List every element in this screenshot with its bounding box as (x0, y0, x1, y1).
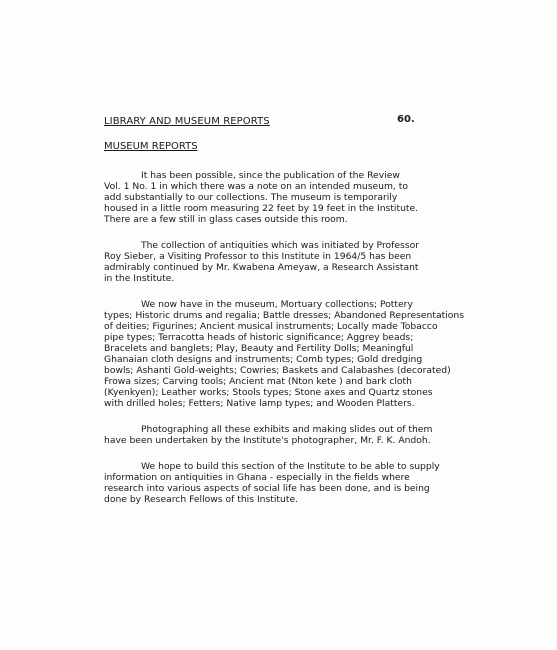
page-number: 60. (397, 114, 415, 125)
report-header-title: LIBRARY AND MUSEUM REPORTS (104, 116, 270, 127)
paragraph-photographs (104, 424, 544, 446)
paragraph-line: information on antiquities in Ghana - especially in the fields where (104, 472, 410, 483)
paragraph-line: Frowa sizes; Carving tools; Ancient mat (Nton kete ) and bark cloth (104, 376, 412, 387)
paragraph-line: We now have in the museum, Mortuary collections; Pottery (141, 299, 413, 310)
paragraph-line: Photographing all these exhibits and making slides out of them (141, 424, 433, 435)
paragraph-line: add substantially to our collections. The museum is temporarily (104, 192, 398, 203)
section-title: MUSEUM REPORTS (104, 141, 198, 152)
paragraph-line: research into various aspects of social life has been done, and is being (104, 483, 430, 494)
paragraph-line: There are a few still in glass cases outside this room. (104, 214, 348, 225)
paragraph-line: Bracelets and banglets; Play, Beauty and Fertility Dolls; Meaningful (104, 343, 414, 354)
paragraph-line: with drilled holes; Fetters; Native lamp types; and Wooden Platters. (104, 398, 415, 409)
paragraph-line: Ghanaian cloth designs and instruments; Comb types; Gold dredging (104, 354, 423, 365)
paragraph-line: done by Research Fellows of this Institute. (104, 494, 299, 505)
paragraph-line: in the Institute. (104, 273, 175, 284)
paragraph-line: types; Historic drums and regalia; Battle dresses; Abandoned Representations (104, 310, 464, 321)
paragraph-museum-items (104, 299, 544, 409)
paragraph-line: (Kyenkyen); Leather works; Stools types; Stone axes and Quartz stones (104, 387, 433, 398)
paragraph-line: admirably continued by Mr. Kwabena Ameyaw, a Research Assistant (104, 262, 419, 273)
paragraph-line: pipe types; Terracotta heads of historic significance; Aggrey beads; (104, 332, 414, 343)
paragraph-line: have been undertaken by the Institute's photographer, Mr. F. K. Andoh. (104, 435, 431, 446)
paragraph-future-plans (104, 461, 544, 505)
paragraph-line: Vol. 1 No. 1 in which there was a note on an intended museum, to (104, 181, 408, 192)
paragraph-antiquities (104, 240, 544, 284)
paragraph-line: bowls; Ashanti Gold-weights; Cowries; Baskets and Calabashes (decorated) (104, 365, 451, 376)
paragraph-line: It has been possible, since the publication of the Review (141, 170, 400, 181)
paragraph-line: The collection of antiquities which was initiated by Professor (141, 240, 419, 251)
paragraph-line: housed in a little room measuring 22 feet by 19 feet in the Institute. (104, 203, 419, 214)
report-body (104, 170, 544, 520)
paragraph-line: Roy Sieber, a Visiting Professor to this Institute in 1964/5 has been (104, 251, 412, 262)
paragraph-line: We hope to build this section of the Institute to be able to supply (141, 461, 440, 472)
paragraph-collections (104, 170, 544, 225)
paragraph-line: of deities; Figurines; Ancient musical instruments; Locally made Tobacco (104, 321, 438, 332)
